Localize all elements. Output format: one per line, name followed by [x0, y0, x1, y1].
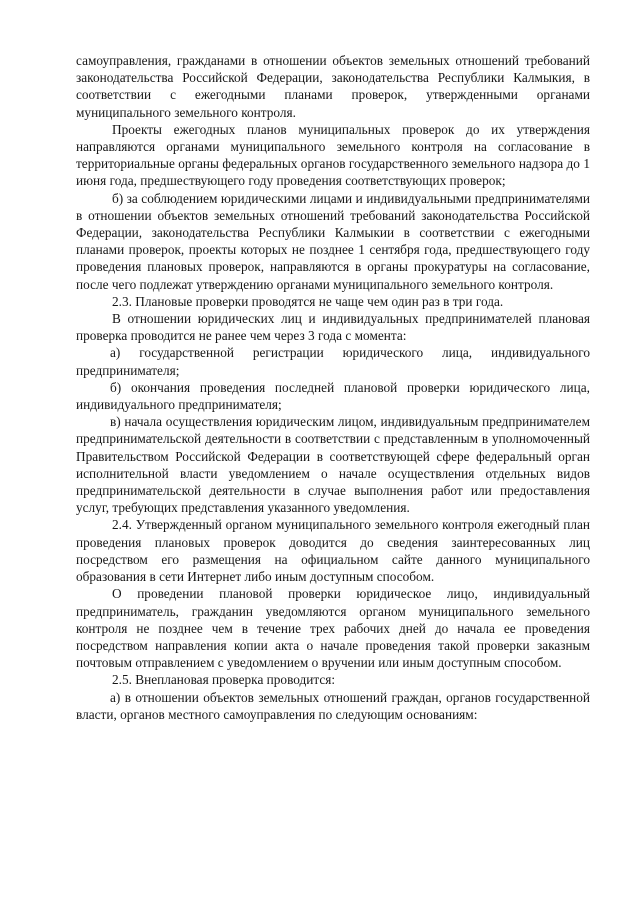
paragraph-item-a-registration: а) государственной регистрации юридического лица, индивидуального предпринимателя; [76, 345, 590, 378]
paragraph-continuation: самоуправления, гражданами в отношении объектов земельных отношений требований законодательства Российской Федерации, законодательства Республики Калмыкия, в соответствии с ежегодными планами проверок, утвержденными органами муниципального земельного контроля. [76, 53, 590, 120]
paragraph-item-b-last-check: б) окончания проведения последней плановой проверки юридического лица, индивидуального предпринимателя; [76, 379, 590, 413]
document-body [76, 52, 590, 723]
paragraph-plan-approval: Проекты ежегодных планов муниципальных проверок до их утверждения направляются органами муниципального земельного контроля на согласование в территориальные органы федеральных органов государственного земельного надзора до 1 июня года, предшествующего году проведения соответствующих проверок; [76, 121, 590, 189]
paragraph-notification: О проведении плановой проверки юридическое лицо, индивидуальный предприниматель, гражданин уведомляются органом муниципального земельного контроля не позднее чем в течение трех рабочих дней до начала ее проведения посредством направления копии акта о начале проведения такой проверки заказным почтовым отправлением с уведомлением о вручении или иным доступным способом. [76, 586, 590, 671]
paragraph-item-v-activity-start: в) начала осуществления юридическим лицом, индивидуальным предпринимателем предпринимательской деятельности в соответствии с представленным в уполномоченный Правительством Российской Федерации в соответствующей сфере федеральный орган исполнительной власти уведомлением о начале осуществления отдельных видов предпринимательской деятельности в случае выполнения работ или предоставления услуг, требующих представления указанного уведомления. [76, 414, 590, 516]
paragraph-item-b-legal-entities: б) за соблюдением юридическими лицами и индивидуальными предпринимателями в отношении объектов земельных отношений требований законодательства Российской Федерации, законодательства Республики Калмыкии в соответствии с ежегодными планами проверок, проекты которых не позднее 1 сентября года, предшествующего году проведения плановых проверок, направляются в органы прокуратуры на согласование, после чего подлежат утверждению органами муниципального земельного контроля. [76, 190, 590, 292]
paragraph-item-a-citizens: а) в отношении объектов земельных отношений граждан, органов государственной власти, органов местного самоуправления по следующим основаниям: [76, 689, 590, 722]
paragraph-section-2-4: 2.4. Утвержденный органом муниципального земельного контроля ежегодный план проведения плановых проверок доводится до сведения заинтересованных лиц посредством его размещения на официальном сайте данного муниципального образования в сети Интернет либо иным доступным способом. [76, 517, 590, 585]
paragraph-section-2-3: 2.3. Плановые проверки проводятся не чаще чем один раз в три года. [112, 293, 504, 309]
paragraph-three-years: В отношении юридических лиц и индивидуальных предпринимателей плановая проверка проводится не ранее чем через 3 года с момента: [76, 311, 590, 344]
paragraph-section-2-5: 2.5. Внеплановая проверка проводится: [112, 672, 336, 688]
